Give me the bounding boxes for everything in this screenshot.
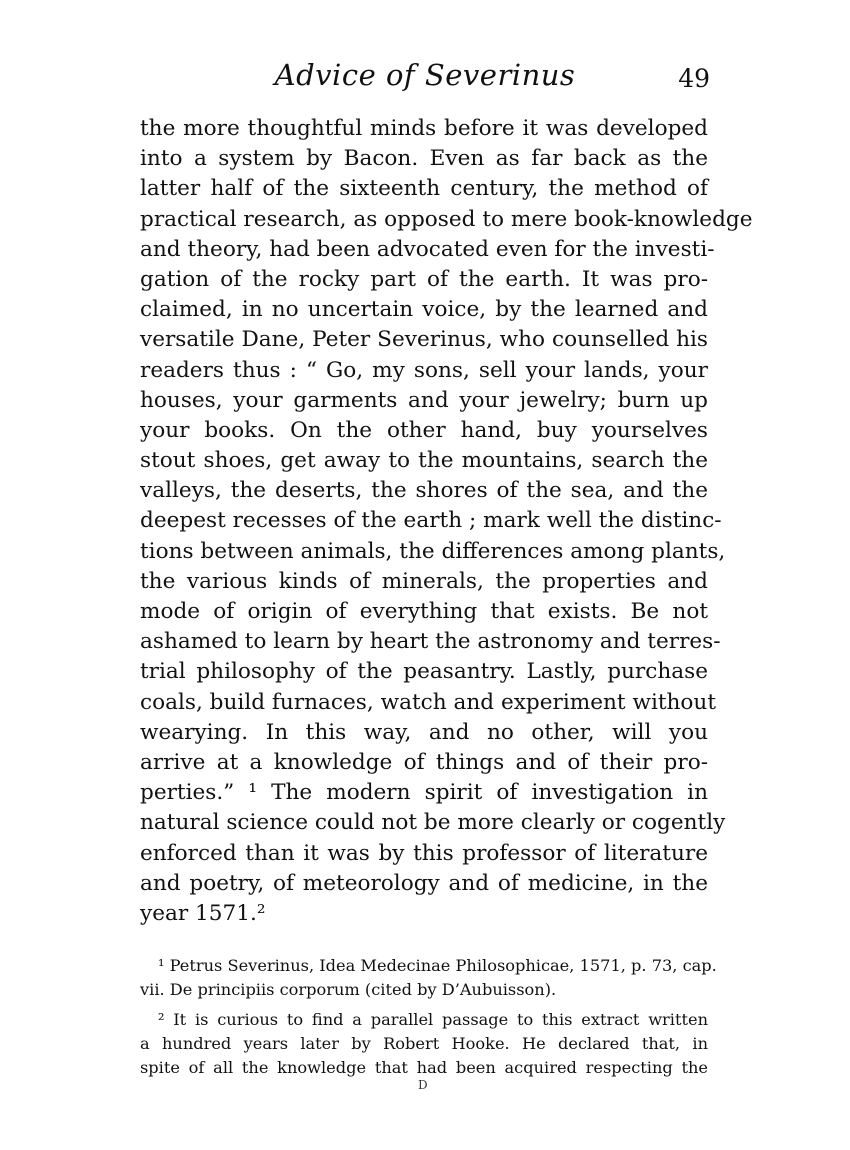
text-line: stout shoes, get away to the mountains, search the (140, 448, 708, 474)
footnote-line: spite of all the knowledge that had been acquired respecting the (140, 1058, 708, 1077)
text-line: gation of the rocky part of the earth. It was pro- (140, 266, 708, 292)
text-line: mode of origin of everything that exists. Be not (140, 599, 708, 624)
signature-mark: D (418, 1078, 428, 1092)
text-line: ashamed to learn by heart the astronomy and terres- (140, 629, 721, 655)
text-line: and poetry, of meteorology and of medicine, in the (140, 870, 708, 896)
page-header (140, 58, 710, 102)
text-line: tions between animals, the differences among plants, (140, 538, 726, 564)
text-line: natural science could not be more clearly or cogently (140, 810, 726, 836)
text-line: readers thus : “ Go, my sons, sell your lands, your (140, 357, 708, 383)
footnote-line: a hundred years later by Robert Hooke. He declared that, in (140, 1034, 708, 1053)
text-line: the various kinds of minerals, the properties and (140, 568, 708, 594)
text-line: into a system by Bacon. Even as far back as the (140, 146, 708, 172)
text-line: and theory, had been advocated even for the investi- (140, 236, 715, 262)
footnote-line: ¹ Petrus Severinus, Idea Medecinae Philosophicae, 1571, p. 73, cap. (158, 956, 717, 975)
footnote-line: vii. De principiis corporum (cited by D’Aubuisson). (140, 980, 557, 999)
text-line: trial philosophy of the peasantry. Lastly, purchase (140, 659, 708, 685)
text-line: your books. On the other hand, buy yourselves (140, 417, 708, 443)
text-line: enforced than it was by this professor of literature (140, 840, 708, 866)
footnote-2 (140, 1008, 708, 1080)
text-line: coals, build furnaces, watch and experiment without (140, 689, 717, 715)
text-line: year 1571.² (140, 900, 266, 926)
text-line: arrive at a knowledge of things and of their pro- (140, 749, 708, 775)
footnotes (140, 954, 717, 1080)
text-line: valleys, the deserts, the shores of the sea, and the (140, 478, 708, 504)
text-line: houses, your garments and your jewelry; burn up (140, 387, 708, 413)
text-line: claimed, in no uncertain voice, by the learned and (140, 297, 708, 323)
text-line: perties.” ¹ The modern spirit of investigation in (140, 780, 708, 806)
text-line: the more thoughtful minds before it was developed (140, 116, 708, 141)
main-text (140, 114, 753, 929)
footnote-1 (140, 954, 717, 1002)
footnote-line: ² It is curious to find a parallel passage to this extract written (158, 1010, 708, 1029)
text-line: wearying. In this way, and no other, will you (140, 719, 708, 745)
text-line: practical research, as opposed to mere book-knowledge (140, 206, 753, 232)
text-line: deepest recesses of the earth ; mark well the distinc- (140, 508, 722, 534)
page-number: 49 (678, 64, 710, 93)
running-title: Advice of Severinus (274, 58, 576, 92)
text-line: latter half of the sixteenth century, the method of (140, 176, 708, 202)
text-line: versatile Dane, Peter Severinus, who counselled his (140, 327, 708, 353)
